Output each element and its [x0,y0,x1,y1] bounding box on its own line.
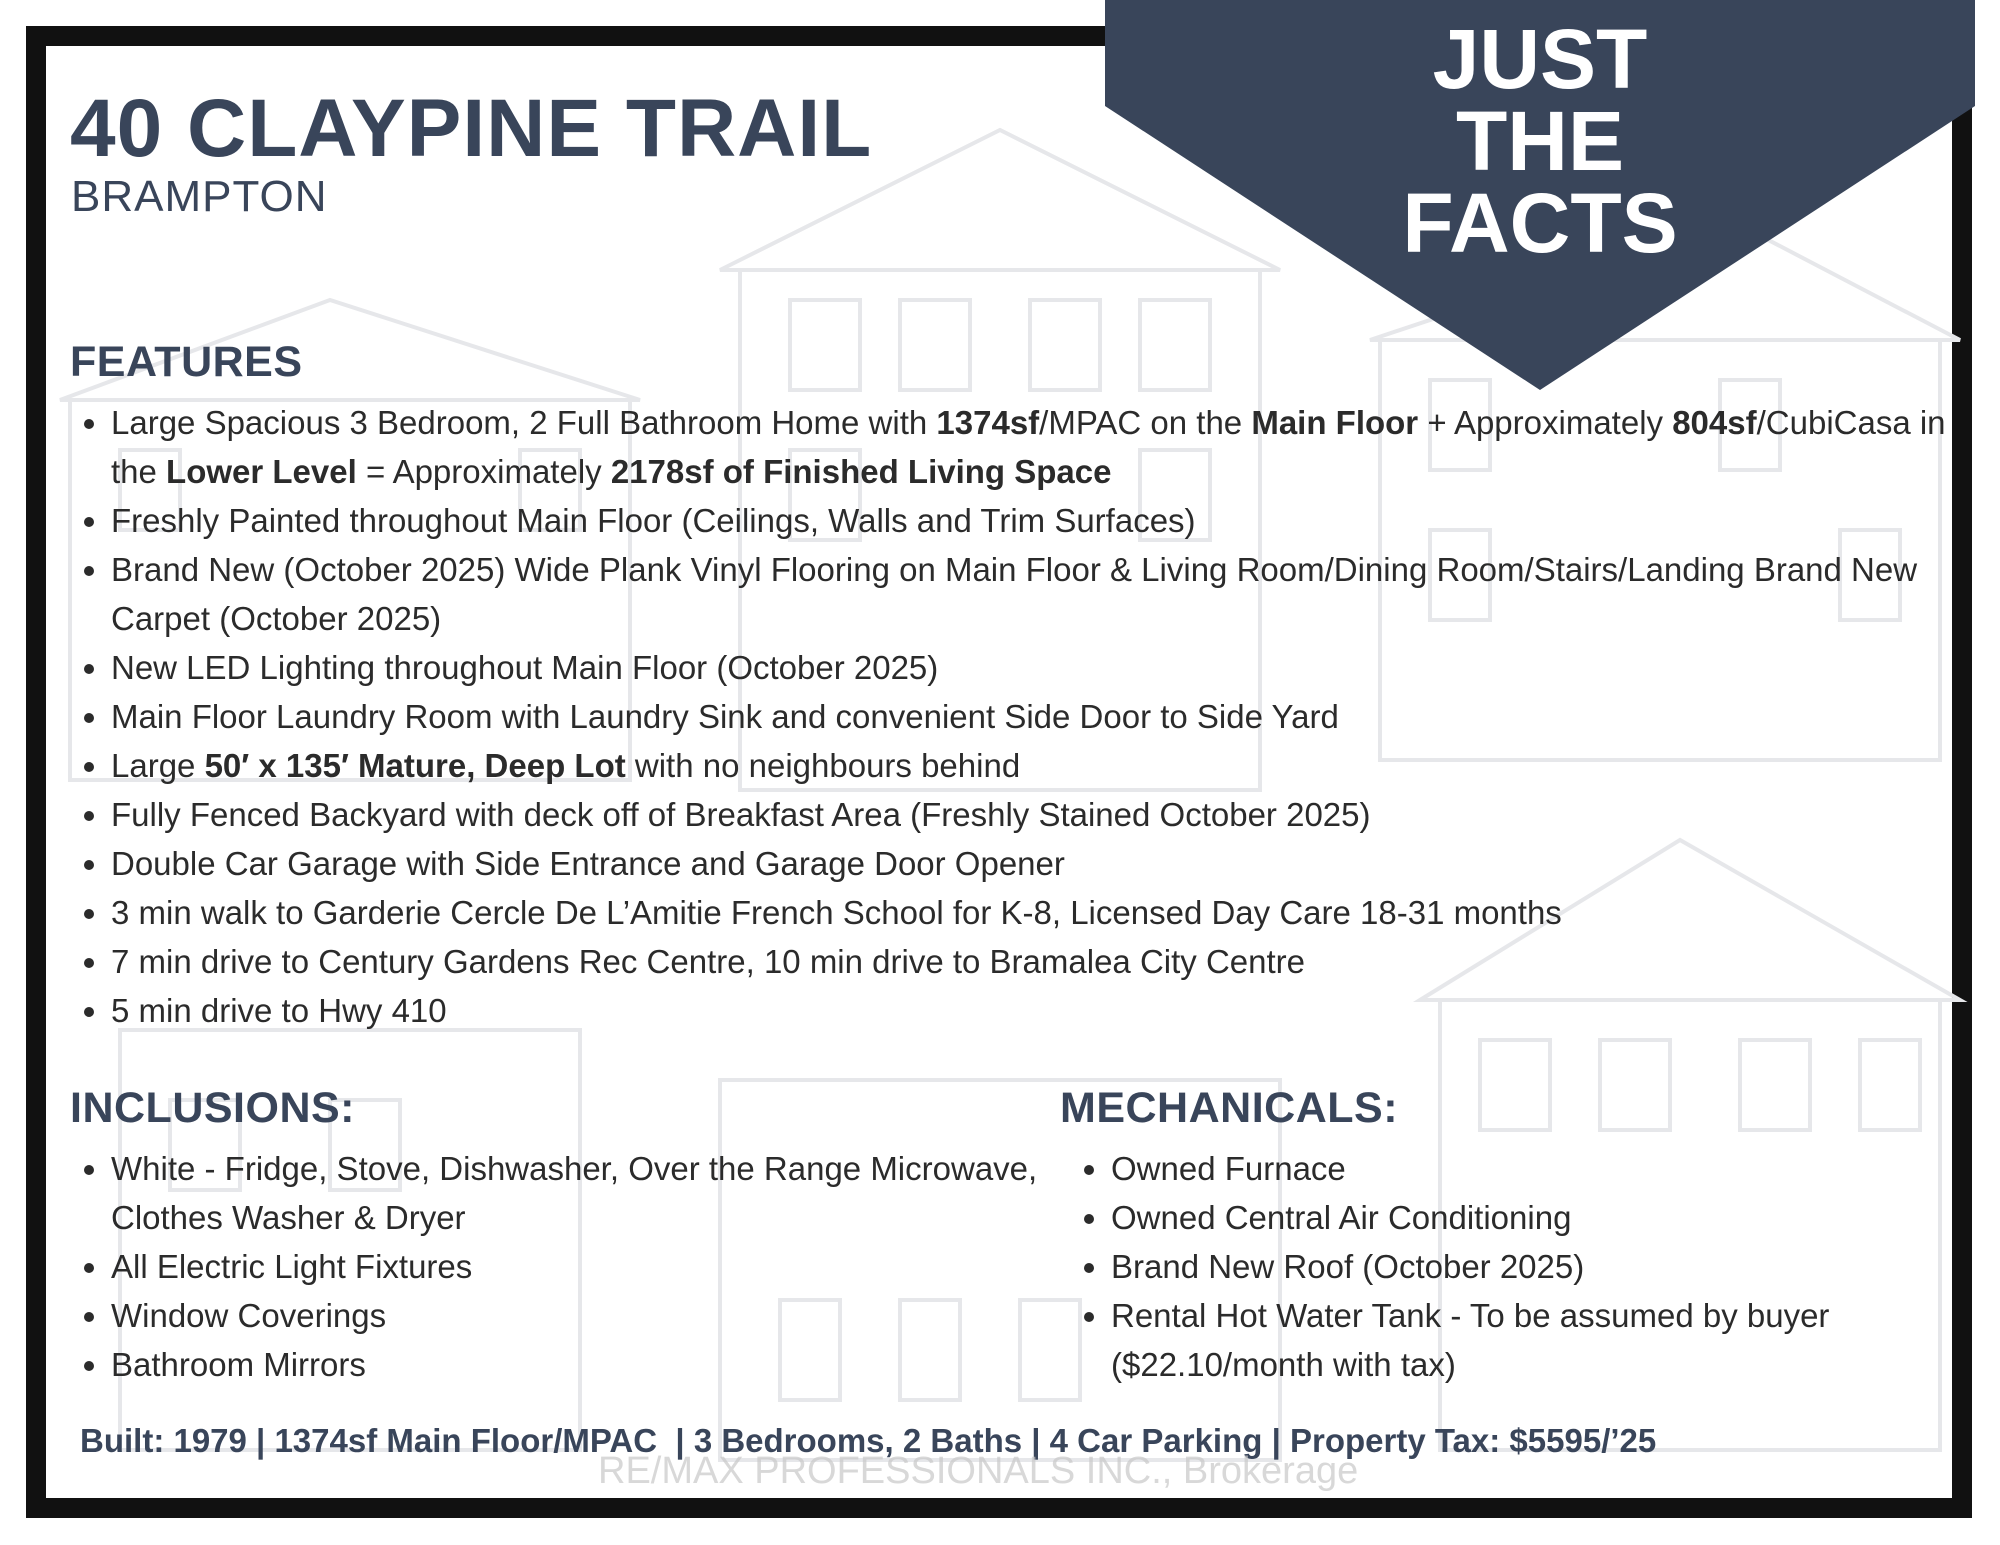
features-heading: FEATURES [70,338,303,386]
banner-line: FACTS [1402,176,1678,270]
banner-line: THE [1456,94,1624,188]
inclusions-list [70,1144,1071,1389]
feature-item [111,937,1971,986]
feature-item [111,839,1971,888]
feature-item [111,545,1971,643]
city-subtitle: BRAMPTON [71,172,328,221]
banner-text [1310,12,1770,270]
feature-item [111,398,1971,496]
mechanical-item: • Owned Furnace [1111,1144,1971,1193]
feature-text: Brand New (October 2025) Wide Plank Vinyl Flooring on Main Floor & Living Room/Dining Room/Stairs/Landing Brand New Carpet (October 2025) [111,551,1918,637]
feature-item [111,741,1971,790]
inclusion-item: • Bathroom Mirrors [111,1340,1071,1389]
feature-highlight: 50′ x 135′ Mature, Deep Lot [204,747,626,784]
feature-item [111,888,1971,937]
feature-text: Large Spacious 3 Bedroom, 2 Full Bathroom Home with [111,404,937,441]
feature-highlight: 2178sf of Finished Living Space [610,453,1112,490]
feature-highlight: Main Floor [1251,404,1419,441]
feature-text: Freshly Painted throughout Main Floor (Ceilings, Walls and Trim Surfaces) [111,502,1196,539]
feature-item [111,643,1971,692]
property-address-title: 40 CLAYPINE TRAIL [70,83,873,174]
feature-highlight: 804sf [1672,404,1757,441]
feature-text: 3 min walk to Garderie Cercle De L’Amitie French School for K-8, Licensed Day Care 18-31 months [111,894,1562,931]
feature-text: Fully Fenced Backyard with deck off of Breakfast Area (Freshly Stained October 2025) [111,796,1371,833]
property-summary-footer: Built: 1979 | 1374sf Main Floor/MPAC | 3 Bedrooms, 2 Baths | 4 Car Parking | Property Tax: $5595/’25 [80,1422,1657,1459]
feature-highlight: 1374sf [936,404,1040,441]
feature-text: New LED Lighting throughout Main Floor (October 2025) [111,649,939,686]
mechanical-item: • Brand New Roof (October 2025) [1111,1242,1971,1291]
feature-highlight: Lower Level [166,453,357,490]
feature-text: = Approximately [356,453,611,490]
feature-item [111,986,1971,1035]
feature-item [111,692,1971,741]
banner-line: JUST [1432,12,1648,106]
feature-text: /MPAC on the [1039,404,1252,441]
feature-item [111,496,1971,545]
features-list [70,398,1971,1035]
mechanical-item: • Owned Central Air Conditioning [1111,1193,1971,1242]
mechanical-item: • Rental Hot Water Tank - To be assumed by buyer ($22.10/month with tax) [1111,1291,1971,1389]
feature-text: 5 min drive to Hwy 410 [111,992,447,1029]
feature-text: with no neighbours behind [625,747,1021,784]
inclusion-item: • White - Fridge, Stove, Dishwasher, Over the Range Microwave, Clothes Washer & Dryer [111,1144,1071,1242]
mechanicals-heading: MECHANICALS: [1060,1084,1399,1132]
feature-text: Main Floor Laundry Room with Laundry Sink and convenient Side Door to Side Yard [111,698,1339,735]
inclusions-heading: INCLUSIONS: [70,1084,355,1132]
inclusion-item: • All Electric Light Fixtures [111,1242,1071,1291]
feature-text: /CubiCasa in the [111,404,1946,490]
feature-text: Large [111,747,205,784]
feature-item [111,790,1971,839]
mechanicals-list [1070,1144,1971,1389]
brokerage-watermark: RE/MAX PROFESSIONALS INC., Brokerage [598,1450,1359,1492]
inclusion-item: • Window Coverings [111,1291,1071,1340]
feature-text: 7 min drive to Century Gardens Rec Centre, 10 min drive to Bramalea City Centre [111,943,1305,980]
feature-text: Double Car Garage with Side Entrance and Garage Door Opener [111,845,1065,882]
feature-text: + Approximately [1418,404,1673,441]
